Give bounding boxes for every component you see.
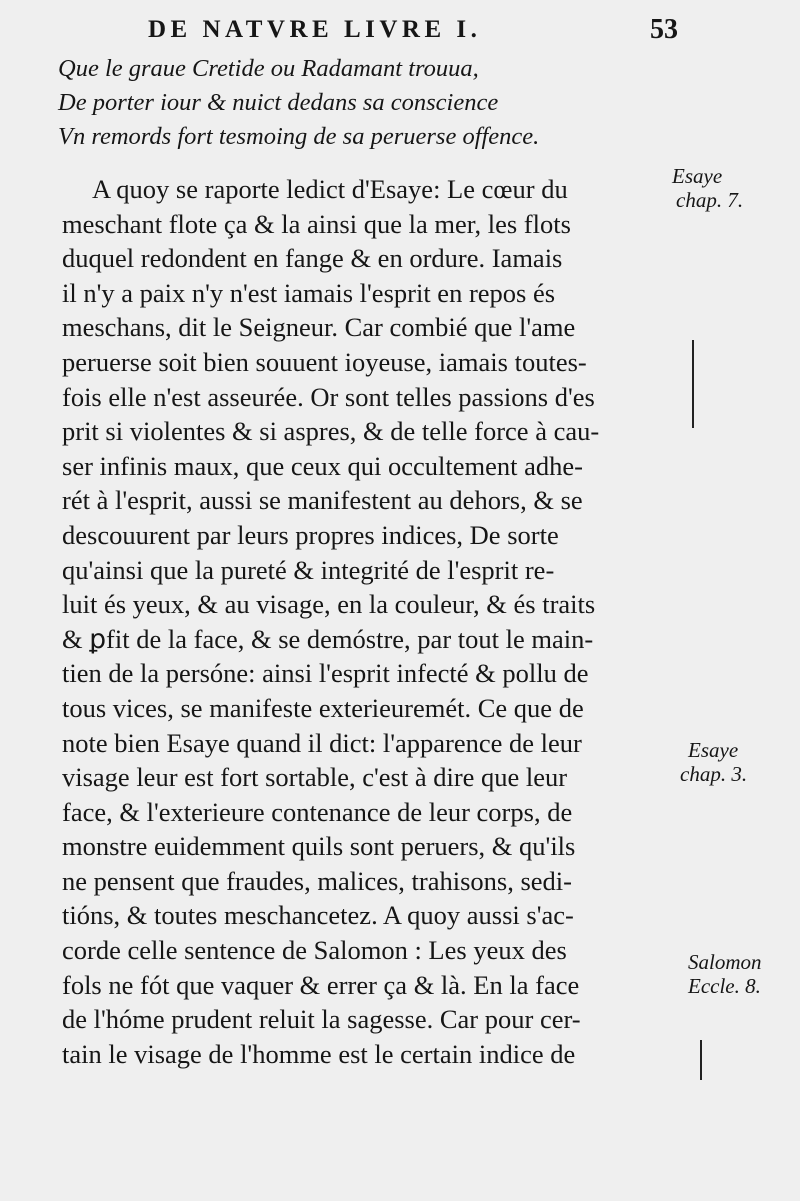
- margin-note-line: Esaye: [672, 164, 723, 188]
- body-line: ser infinis maux, que ceux qui occultement adhe-: [62, 450, 583, 481]
- body-line: de l'hóme prudent reluit la sagesse. Car pour cer-: [62, 1004, 581, 1035]
- body-line: rét à l'esprit, aussi se manifestent au dehors, & se: [62, 485, 583, 516]
- body-line: & ꝑfit de la face, & se demóstre, par tout le main-: [62, 623, 594, 654]
- verse-line: Vn remords fort tesmoing de sa peruerse offence.: [58, 123, 540, 150]
- margin-bracket-mark: [692, 340, 694, 428]
- body-line: fols ne fót que vaquer & errer ça & là. En la face: [62, 969, 580, 1000]
- body-line: monstre euidemment quils sont peruers, & qu'ils: [62, 831, 576, 862]
- body-line: tien de la persóne: ainsi l'esprit infecté & pollu de: [62, 658, 589, 689]
- body-line: tain le visage de l'homme est le certain indice de: [62, 1038, 576, 1069]
- body-line: note bien Esaye quand il dict: l'apparence de leur: [62, 727, 582, 758]
- body-line: tous vices, se manifeste exterieuremét. Ce que de: [62, 692, 584, 723]
- body-line: A quoy se raporte ledict d'Esaye: Le cœur du: [92, 174, 568, 204]
- verse-line: De porter iour & nuict dedans sa conscience: [58, 89, 499, 116]
- page-number: 53: [650, 14, 678, 45]
- margin-note-line: Salomon: [688, 950, 762, 974]
- body-line: meschant flote ça & la ainsi que la mer, les flots: [62, 208, 571, 239]
- page-header: [0, 12, 800, 52]
- margin-note-line: chap. 7.: [676, 188, 744, 212]
- body-line: meschans, dit le Seigneur. Car combié que l'ame: [62, 312, 576, 343]
- body-line: qu'ainsi que la pureté & integrité de l'esprit re-: [62, 554, 555, 585]
- margin-note-line: chap. 3.: [680, 762, 748, 786]
- body-line: ne pensent que fraudes, malices, trahisons, sedi-: [62, 865, 572, 896]
- body-line: duquel redondent en fange & en ordure. Iamais: [62, 243, 563, 274]
- verse-line: Que le graue Cretide ou Radamant trouua,: [58, 55, 479, 82]
- body-line: luit és yeux, & au visage, en la couleur, & és traits: [62, 589, 596, 620]
- margin-note-line: Eccle. 8.: [688, 974, 761, 998]
- body-line: fois elle n'est asseurée. Or sont telles passions d'es: [62, 381, 595, 412]
- body-line: visage leur est fort sortable, c'est à dire que leur: [62, 762, 568, 793]
- running-title: DE NATVRE LIVRE I.: [148, 16, 482, 43]
- body-line: prit si violentes & si aspres, & de telle force à cau-: [62, 416, 600, 447]
- verse-quotation: [58, 52, 618, 154]
- body-line: descouurent par leurs propres indices, De sorte: [62, 519, 559, 550]
- margin-note-esaye-chap7: [672, 164, 743, 212]
- body-line: face, & l'exterieure contenance de leur corps, de: [62, 796, 573, 827]
- body-line: corde celle sentence de Salomon : Les yeux des: [62, 935, 567, 966]
- margin-note-esaye-chap3: [680, 738, 748, 786]
- body-line: il n'y a paix n'y n'est iamais l'esprit en repos és: [62, 277, 556, 308]
- margin-bracket-mark: [700, 1040, 702, 1080]
- margin-note-salomon-eccle8: [688, 950, 762, 998]
- body-line: peruerse soit bien souuent ioyeuse, iamais toutes-: [62, 346, 587, 377]
- body-paragraph: [62, 172, 684, 1071]
- margin-note-line: Esaye: [688, 738, 739, 762]
- body-line: tións, & toutes meschancetez. A quoy aussi s'ac-: [62, 900, 574, 931]
